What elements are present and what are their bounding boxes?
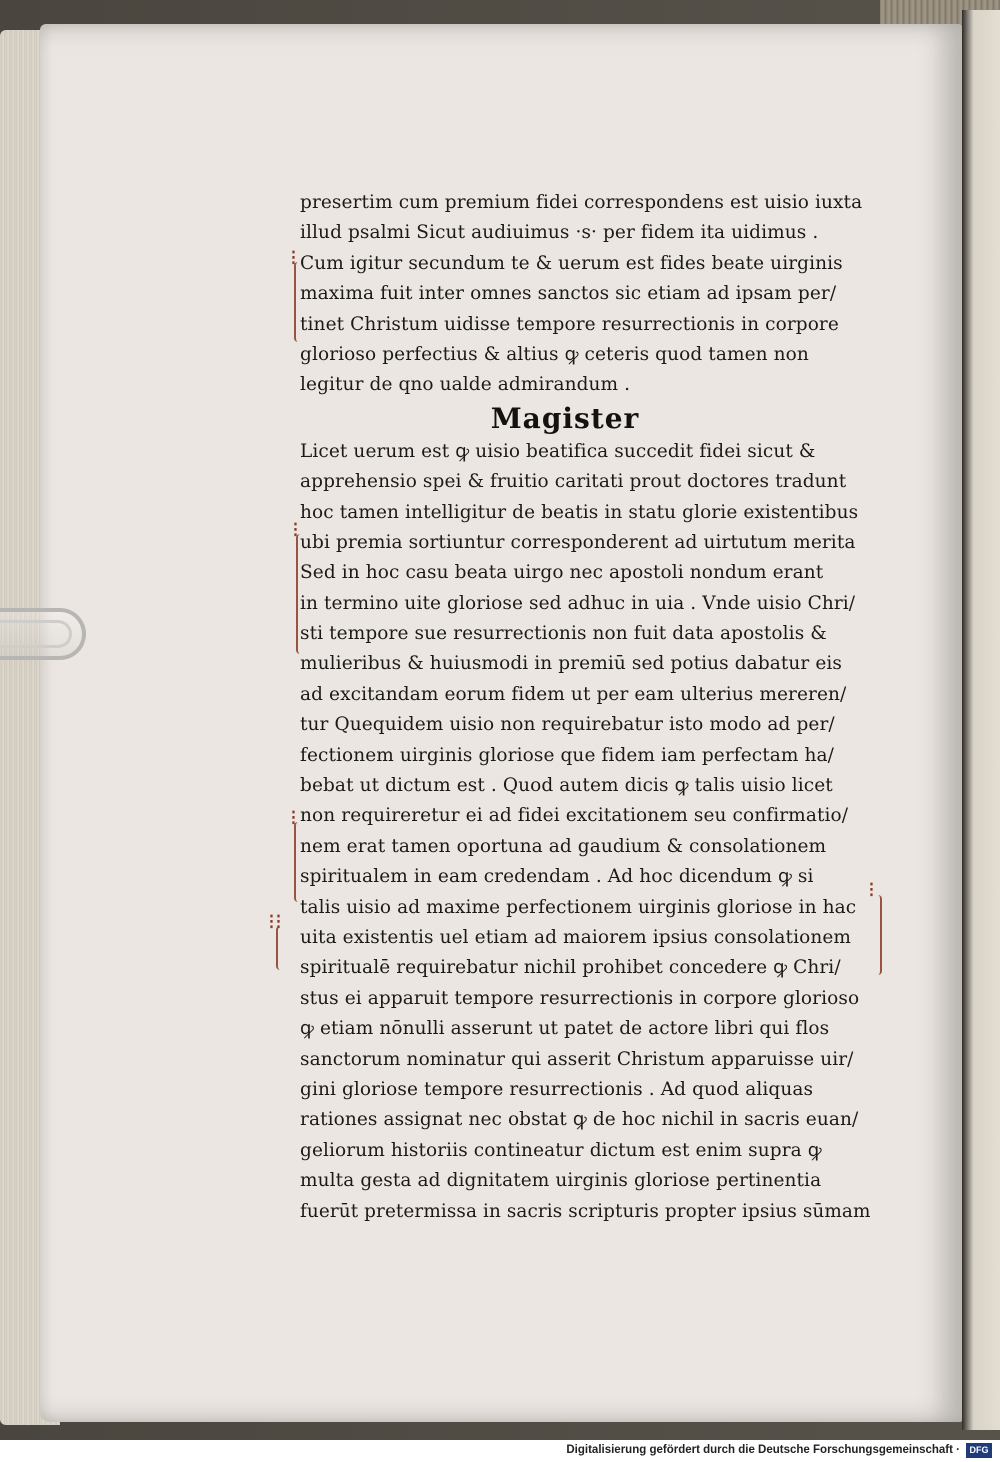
body-line: uita existentis uel etiam ad maiorem ipsius consolationem <box>300 926 852 948</box>
rubric-bracket-right <box>872 895 882 975</box>
body-line: talis uisio ad maxime perfectionem uirginis gloriose in hac <box>300 896 857 918</box>
body-line: ubi premia sortiuntur corresponderent ad uirtutum merita <box>300 531 856 553</box>
section-heading: Magister <box>490 401 640 435</box>
text-line: Cum igitur secundum te & uerum est fides beate uirginis <box>300 252 843 274</box>
body-line: gini gloriose tempore resurrectionis . Ad quod aliquas <box>300 1078 814 1100</box>
body-line: sanctorum nominatur qui asserit Christum apparuisse uir/ <box>300 1048 854 1070</box>
body-line: bebat ut dictum est . Quod autem dicis ꝙ talis uisio licet <box>300 775 833 797</box>
dfg-logo: DFG <box>966 1443 992 1458</box>
facing-page-edge <box>962 10 1000 1430</box>
text-block <box>300 188 870 1227</box>
body-line: ꝙ etiam nōnulli asserunt ut patet de actore libri qui flos <box>300 1018 830 1040</box>
rubric-mark: ⁝ <box>868 878 875 903</box>
text-line: tinet Christum uidisse tempore resurrectionis in corpore <box>300 313 839 335</box>
body-line: non requireretur ei ad fidei excitationem seu confirmatio/ <box>300 805 849 827</box>
text-line: presertim cum premium fidei correspondens est uisio iuxta <box>300 192 863 213</box>
body-line: tur Quequidem uisio non requirebatur isto modo ad per/ <box>300 714 835 736</box>
body-line: in termino uite gloriose sed adhuc in uia . Vnde uisio Chri/ <box>300 592 856 614</box>
body-line: mulieribus & huiusmodi in premiū sed potius dabatur eis <box>300 653 843 675</box>
rubric-mark: ⁝⁝ <box>268 910 282 935</box>
rubric-mark: ⁝ <box>290 806 297 831</box>
rubric-mark: ⁝ <box>292 518 299 543</box>
body-line: Sed in hoc casu beata uirgo nec apostoli nondum erant <box>300 562 824 584</box>
body-line: multa gesta ad dignitatem uirginis gloriose pertinentia <box>300 1170 822 1192</box>
body-line: spiritualem in eam credendam . Ad hoc dicendum ꝙ si <box>300 866 814 888</box>
body-line: geliorum historiis contineatur dictum est enim supra ꝙ <box>300 1139 822 1161</box>
paper-clip-inner <box>0 620 72 648</box>
rubric-bracket <box>276 926 286 970</box>
body-line: rationes assignat nec obstat ꝙ de hoc nichil in sacris euan/ <box>300 1109 859 1131</box>
text-line: maxima fuit inter omnes sanctos sic etiam ad ipsam per/ <box>300 283 837 305</box>
body-line: ad excitandam eorum fidem ut per eam ulterius mereren/ <box>300 683 847 705</box>
body-line: sti tempore sue resurrectionis non fuit data apostolis & <box>300 623 827 645</box>
text-line: illud psalmi Sicut audiuimus ·s· per fidem ita uidimus . <box>300 222 819 244</box>
body-line: apprehensio spei & fruitio caritati prout doctores tradunt <box>300 471 847 493</box>
body-line: hoc tamen intelligitur de beatis in statu glorie existentibus <box>300 501 859 523</box>
body-line: nem erat tamen oportuna ad gaudium & consolationem <box>300 835 827 857</box>
body-line: stus ei apparuit tempore resurrectionis in corpore glorioso <box>300 987 860 1009</box>
body-line: fectionem uirginis gloriose que fidem iam perfectam ha/ <box>300 744 834 766</box>
funding-credit: Digitalisierung gefördert durch die Deutsche Forschungsgemeinschaft · <box>566 1444 960 1456</box>
body-line: Licet uerum est ꝙ uisio beatifica succedit fidei sicut & <box>300 440 816 462</box>
text-line: legitur de qno ualde admirandum . <box>300 374 631 396</box>
rubric-mark: ⁝ <box>290 246 297 271</box>
footer-bar <box>0 1440 1000 1462</box>
body-line: spiritualē requirebatur nichil prohibet concedere ꝙ Chri/ <box>300 957 841 979</box>
text-line: glorioso perfectius & altius ꝙ ceteris quod tamen non <box>300 343 809 365</box>
body-line: fuerūt pretermissa in sacris scripturis propter ipsius sūmam <box>300 1200 871 1222</box>
